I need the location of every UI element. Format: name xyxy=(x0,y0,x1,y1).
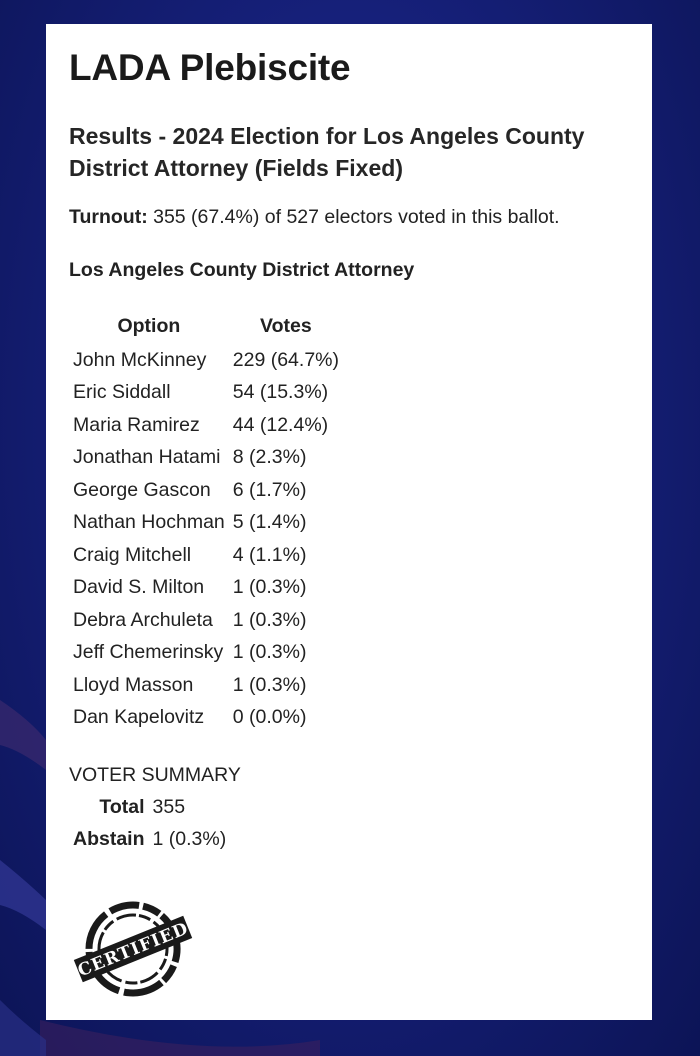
candidate-name: George Gascon xyxy=(73,478,211,501)
candidate-votes: 6 (1.7%) xyxy=(232,478,307,501)
candidate-name: David S. Milton xyxy=(73,576,205,599)
table-row xyxy=(69,539,343,572)
results-header-row xyxy=(69,312,343,344)
candidate-votes: 229 (64.7%) xyxy=(232,348,339,371)
table-row xyxy=(69,474,343,507)
candidate-votes: 0 (0.0%) xyxy=(232,706,307,729)
candidate-name: Nathan Hochman xyxy=(73,511,225,534)
turnout-label: Turnout: xyxy=(69,206,148,228)
candidate-votes: 54 (15.3%) xyxy=(232,381,329,404)
summary-value: 355 xyxy=(152,795,186,818)
option-column-header: Option xyxy=(117,314,181,337)
candidate-votes: 4 (1.1%) xyxy=(232,543,307,566)
turnout-text: 355 (67.4%) of 527 electors voted in this ballot. xyxy=(153,206,560,228)
svg-text:CERTIFIED: CERTIFIED xyxy=(75,918,192,982)
summary-label: Total xyxy=(99,795,145,818)
candidate-name: Maria Ramirez xyxy=(73,413,200,436)
table-row xyxy=(69,377,343,410)
results-card xyxy=(46,24,652,1020)
results-subtitle: Results - 2024 Election for Los Angeles County District Attorney (Fields Fixed) xyxy=(69,123,585,181)
summary-label: Abstain xyxy=(73,828,145,851)
turnout-line xyxy=(69,204,629,231)
candidate-votes: 5 (1.4%) xyxy=(232,511,307,534)
race-title: Los Angeles County District Attorney xyxy=(69,259,415,281)
certified-stamp-icon xyxy=(68,894,198,1004)
table-row xyxy=(69,637,343,670)
candidate-votes: 1 (0.3%) xyxy=(232,641,307,664)
candidate-name: Craig Mitchell xyxy=(73,543,192,566)
summary-row-total xyxy=(69,791,230,824)
candidate-name: Jeff Chemerinsky xyxy=(73,641,224,664)
results-table xyxy=(69,312,343,734)
candidate-votes: 1 (0.3%) xyxy=(232,608,307,631)
votes-column-header: Votes xyxy=(260,314,312,337)
table-row xyxy=(69,604,343,637)
candidate-name: John McKinney xyxy=(73,348,207,371)
page-title: LADA Plebiscite xyxy=(69,47,351,88)
table-row xyxy=(69,442,343,475)
candidate-votes: 8 (2.3%) xyxy=(232,446,307,469)
candidate-name: Dan Kapelovitz xyxy=(73,706,205,729)
candidate-name: Debra Archuleta xyxy=(73,608,213,631)
candidate-votes: 1 (0.3%) xyxy=(232,673,307,696)
table-row xyxy=(69,702,343,735)
table-row xyxy=(69,409,343,442)
candidate-votes: 1 (0.3%) xyxy=(232,576,307,599)
voter-summary-title: VOTER SUMMARY xyxy=(69,764,241,786)
table-row xyxy=(69,507,343,540)
candidate-name: Jonathan Hatami xyxy=(73,446,221,469)
summary-value: 1 (0.3%) xyxy=(152,828,227,851)
table-row xyxy=(69,669,343,702)
candidate-name: Eric Siddall xyxy=(73,381,171,404)
candidate-name: Lloyd Masson xyxy=(73,673,194,696)
table-row xyxy=(69,572,343,605)
summary-row-abstain xyxy=(69,824,230,857)
table-row xyxy=(69,344,343,377)
candidate-votes: 44 (12.4%) xyxy=(232,413,329,436)
voter-summary-table xyxy=(69,791,230,856)
